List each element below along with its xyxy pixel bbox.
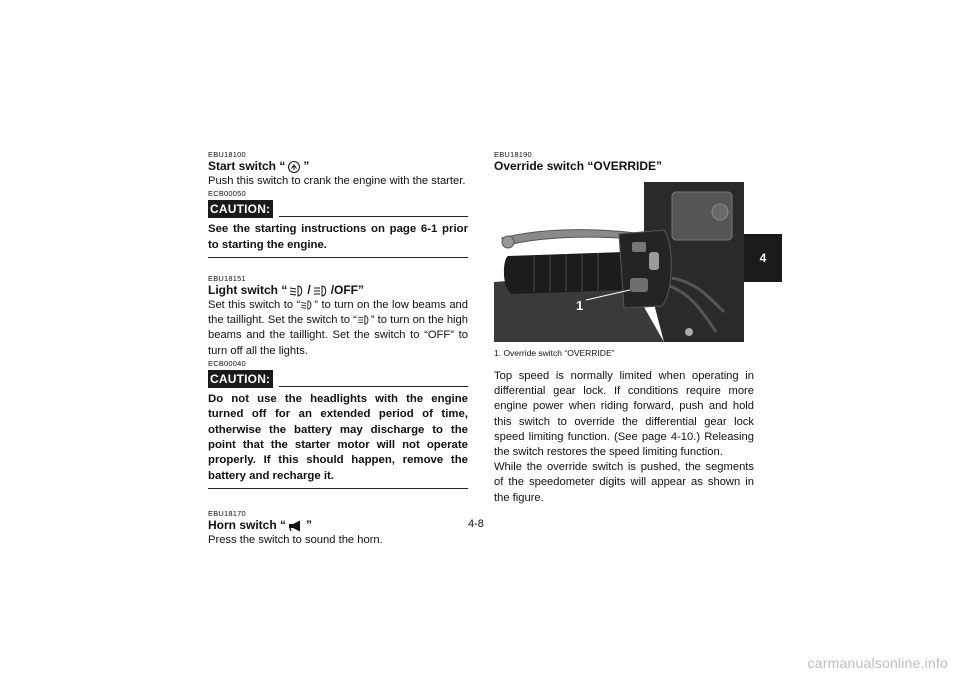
- photo-caption: 1. Override switch “OVERRIDE”: [494, 348, 615, 358]
- high-beam-icon: [313, 285, 329, 297]
- horn-icon: [288, 520, 304, 532]
- start-switch-code: EBU18100: [208, 150, 246, 159]
- caution1-label: CAUTION:: [208, 200, 273, 218]
- caution2-rule: [279, 386, 468, 387]
- photo-callout-1: 1: [576, 298, 584, 313]
- caution1-text: See the starting instructions on page 6-1 prior to starting the engine.: [208, 218, 468, 258]
- override-paragraph-1: Top speed is normally limited when operating in differential gear lock. If conditions require more engine power when riding forward, push and hold this switch to override the differential gear lock speed limiting function. (See page 4-10.) Releasing the switch restores the speed limiting function.: [494, 370, 754, 459]
- override-paragraph-2: While the override switch is pushed, the segments of the speedometer digits will appear as shown in the figure.: [494, 461, 754, 504]
- horn-switch-text: Press the switch to sound the horn.: [208, 534, 383, 547]
- caution1-header: [208, 200, 468, 218]
- horn-switch-code: EBU18170: [208, 509, 246, 519]
- right-column: [494, 150, 754, 506]
- high-beam-icon-inline: [357, 315, 371, 325]
- caution2-label: CAUTION:: [208, 370, 273, 388]
- starter-icon: [287, 160, 301, 174]
- low-beam-icon: [289, 285, 305, 297]
- horn-switch-heading: Horn switch “ ”: [208, 518, 313, 533]
- light-switch-text: Set this switch to “ ” to turn on the low beams and the taillight. Set the switch to “ ” to turn on the high beams and the taillight. Set the switch to “OFF” to turn off all the lights.: [208, 299, 468, 357]
- caution1-code: ECB00050: [208, 189, 246, 199]
- light-switch-code: EBU18151: [208, 274, 246, 284]
- low-beam-icon-inline: [300, 300, 314, 310]
- caution2-header: [208, 370, 468, 388]
- chapter-tab: 4: [744, 234, 782, 282]
- override-switch-code: EBU18190: [494, 150, 532, 159]
- handlebar-photo: [494, 182, 744, 342]
- caution2-text: Do not use the headlights with the engine turned off for an extended period of time, otherwise the battery may discharge to the point that the starter motor will not operate properly. If this should happen, remove the battery and recharge it.: [208, 388, 468, 489]
- caution2-code: ECB00040: [208, 358, 246, 368]
- watermark: carmanualsonline.info: [807, 655, 948, 671]
- start-switch-text: Push this switch to crank the engine with the starter.: [208, 175, 466, 187]
- caution1-rule: [279, 216, 468, 217]
- page-number: 4-8: [468, 518, 484, 530]
- left-column: [208, 150, 468, 548]
- override-switch-heading: Override switch “OVERRIDE”: [494, 159, 663, 173]
- override-switch-text: [494, 369, 754, 506]
- light-switch-heading: Light switch “ / /OFF”: [208, 283, 365, 298]
- start-switch-heading: Start switch “ ”: [208, 159, 310, 173]
- handlebar-illustration: [494, 182, 744, 342]
